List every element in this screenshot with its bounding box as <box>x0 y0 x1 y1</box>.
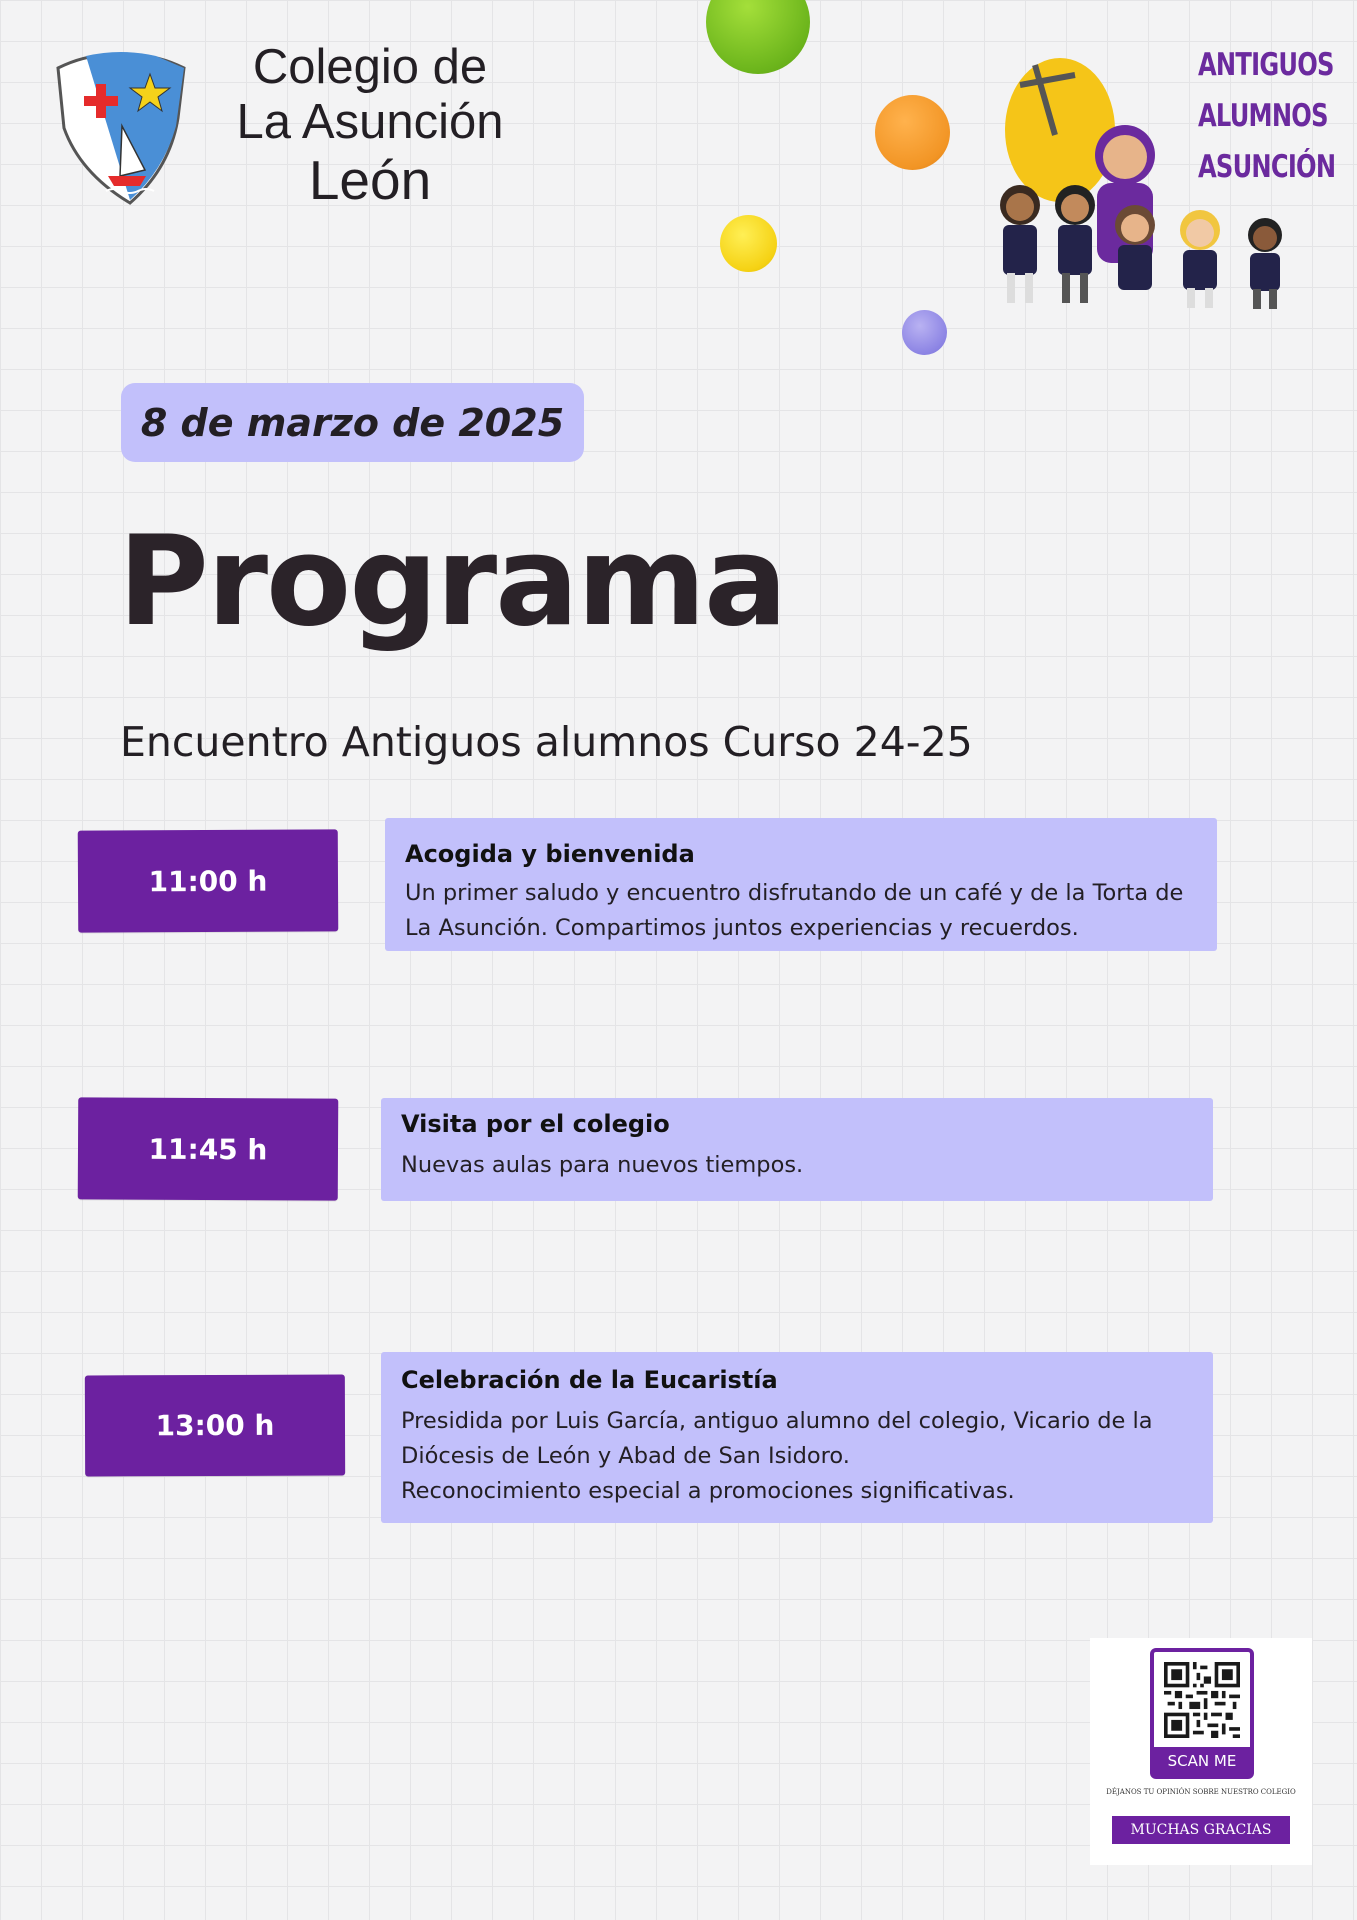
decorative-orange-ball <box>875 95 950 170</box>
event-date-badge: 8 de marzo de 2025 <box>121 383 584 462</box>
scan-me-label: SCAN ME <box>1154 1747 1250 1775</box>
schedule-description-1: Un primer saludo y encuentro disfrutando de un café y de la Torta de La Asunción. Compartimos juntos experiencias y recuerdos. <box>405 880 1184 941</box>
schedule-description-2: Nuevas aulas para nuevos tiempos. <box>401 1152 804 1178</box>
decorative-green-ball <box>706 0 810 74</box>
event-subtitle: Encuentro Antiguos alumnos Curso 24-25 <box>120 718 973 766</box>
alumni-title-line3: ASUNCIÓN <box>1198 149 1336 185</box>
school-name-line2: La Asunción <box>236 94 504 149</box>
schedule-time-3: 13:00 h <box>85 1375 345 1477</box>
alumni-title-line2: ALUMNOS <box>1198 98 1328 134</box>
schedule-title-2: Visita por el colegio <box>401 1110 670 1138</box>
decorative-purple-ball <box>902 310 947 355</box>
schedule-item-1 <box>385 818 1217 951</box>
schedule-item-3 <box>381 1352 1213 1523</box>
page-title: Programa <box>118 510 786 654</box>
decorative-yellow-ball <box>720 215 777 272</box>
qr-code-frame[interactable] <box>1150 1648 1254 1779</box>
qr-feedback-card[interactable] <box>1090 1638 1312 1865</box>
schedule-item-2 <box>381 1098 1213 1201</box>
qr-code-icon[interactable] <box>1164 1662 1240 1738</box>
thanks-banner: MUCHAS GRACIAS <box>1112 1816 1290 1844</box>
schedule-time-2: 11:45 h <box>78 1097 339 1200</box>
schedule-title-3: Celebración de la Eucaristía <box>401 1366 778 1394</box>
schedule-time-1: 11:00 h <box>78 829 339 932</box>
schedule-description-3: Presidida por Luis García, antiguo alumno del colegio, Vicario de la Diócesis de León y Abad de San Isidoro. Reconocimiento especial a promociones significativas. <box>401 1408 1153 1504</box>
alumni-association-title <box>1198 40 1336 193</box>
school-crest-logo <box>50 48 192 208</box>
school-name <box>200 40 540 211</box>
school-name-line1: Colegio de <box>252 40 488 94</box>
qr-feedback-note: DÉJANOS TU OPINIÓN SOBRE NUESTRO COLEGIO <box>1106 1788 1296 1796</box>
schedule-title-1: Acogida y bienvenida <box>405 840 695 868</box>
school-name-line3: León <box>308 148 432 211</box>
alumni-title-line1: ANTIGUOS <box>1198 47 1334 83</box>
